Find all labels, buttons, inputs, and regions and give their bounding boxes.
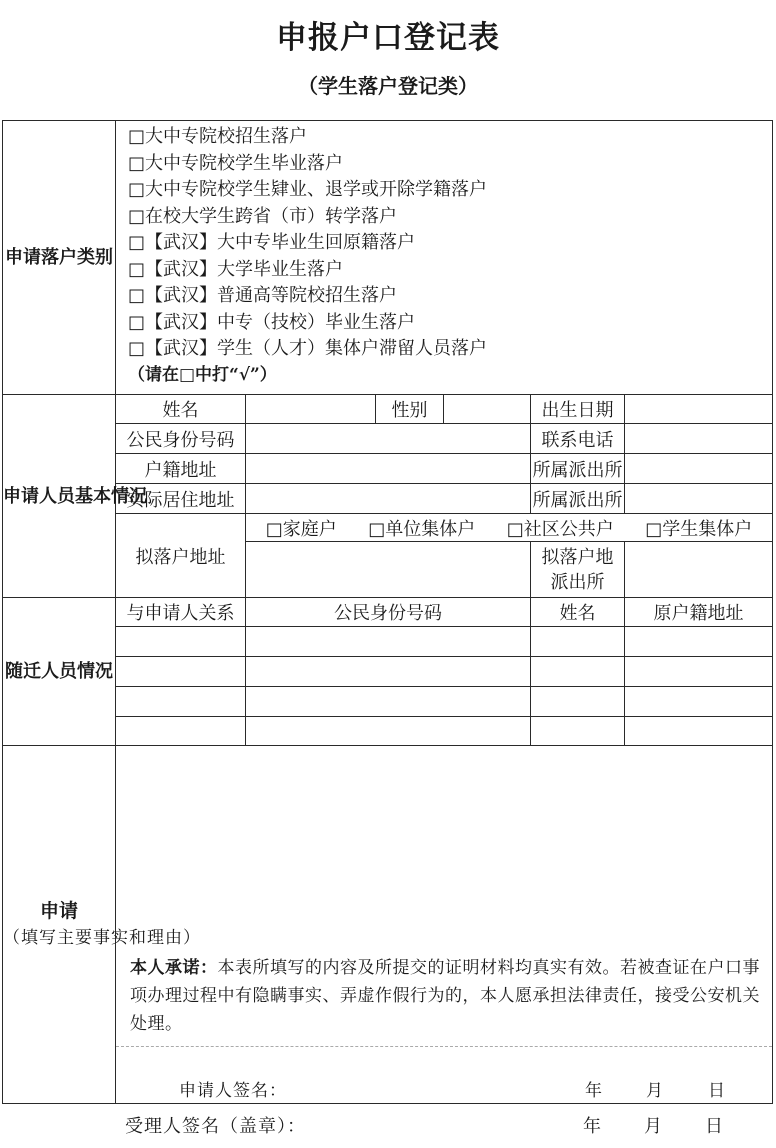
page-subtitle: （学生落户登记类） [298,74,478,98]
signature-year-label: 年 [585,1081,603,1101]
applicant-signature-label: 申请人签名： [179,1081,287,1101]
gender-field[interactable] [444,395,531,424]
basic-info-label: 申请人员基本情况 [3,395,116,598]
household-type-option[interactable]: □学生集体户 [645,518,753,540]
category-option[interactable]: □在校大学生跨省（市）转学落户 [128,205,398,227]
followers-header-id: 公民身份号码 [246,598,531,627]
category-option[interactable]: □大中专院校学生毕业落户 [128,152,344,174]
receiver-day-label: 日 [705,1116,724,1137]
residence-police-field[interactable] [625,484,773,514]
table-row [3,687,773,717]
hukou-address-label: 户籍地址 [116,454,246,484]
application-content-cell[interactable] [116,746,773,1104]
registration-form-table [2,120,773,1104]
birth-label: 出生日期 [531,395,625,424]
follower-id-field[interactable] [246,627,531,657]
phone-label: 联系电话 [531,424,625,454]
household-type-option[interactable]: □家庭户 [265,518,337,540]
planned-police-label-line1: 拟落户地 [541,546,614,568]
category-options-cell [116,121,773,395]
category-option[interactable]: □【武汉】学生（人才）集体户滞留人员落户 [128,338,488,359]
table-row [3,657,773,687]
category-option[interactable]: □大中专院校招生落户 [128,126,308,147]
follower-name-field[interactable] [531,657,625,687]
police-station-label: 所属派出所 [531,454,625,484]
category-option[interactable]: □大中专院校学生肄业、退学或开除学籍落户 [128,179,488,200]
receiver-year-label: 年 [583,1116,602,1137]
application-label-note: （填写主要事实和理由） [3,927,201,948]
follower-address-field[interactable] [625,627,773,657]
planned-police-label-line2: 派出所 [550,571,605,593]
promise-text: 本表所填写的内容及所提交的证明材料均真实有效。若被查证在户口事项办理过程中有隐瞒事实、弄虚作假行为的，本人愿承担法律责任，接受公安机关处理。 [130,958,760,1034]
table-row [3,717,773,746]
phone-field[interactable] [625,424,773,454]
follower-address-field[interactable] [625,657,773,687]
receiver-month-label: 月 [644,1116,663,1137]
signature-day-label: 日 [708,1081,726,1101]
follower-address-field[interactable] [625,687,773,717]
follower-relation-field[interactable] [116,657,246,687]
followers-header-name: 姓名 [531,598,625,627]
category-label: 申请落户类别 [3,121,116,395]
id-label: 公民身份号码 [116,424,246,454]
signature-divider [116,1046,772,1047]
planned-police-field[interactable] [625,542,773,598]
follower-relation-field[interactable] [116,687,246,717]
follower-name-field[interactable] [531,717,625,746]
category-option[interactable]: □【武汉】大中专毕业生回原籍落户 [128,232,416,253]
category-option[interactable]: □【武汉】大学毕业生落户 [128,258,344,280]
category-note: （请在□中打“√”） [128,364,277,385]
table-row [3,627,773,657]
followers-header-address: 原户籍地址 [625,598,773,627]
household-type-cell [246,514,773,542]
gender-label: 性别 [376,395,444,424]
residence-address-field[interactable] [246,484,531,514]
page-title: 申报户口登记表 [276,20,500,56]
residence-address-label: 实际居住地址 [116,484,246,514]
hukou-address-field[interactable] [246,454,531,484]
signature-month-label: 月 [646,1081,664,1101]
follower-id-field[interactable] [246,657,531,687]
followers-header-relation: 与申请人关系 [116,598,246,627]
follower-address-field[interactable] [625,717,773,746]
household-type-options [246,515,772,541]
planned-address-label: 拟落户地址 [116,514,246,598]
receiver-signature-label: 受理人签名（盖章）： [125,1116,306,1137]
follower-relation-field[interactable] [116,717,246,746]
follower-name-field[interactable] [531,687,625,717]
promise-label: 本人承诺： [130,958,218,978]
residence-police-label: 所属派出所 [531,484,625,514]
police-station-field[interactable] [625,454,773,484]
household-type-option[interactable]: □社区公共户 [506,518,614,540]
followers-label: 随迁人员情况 [3,598,116,746]
follower-relation-field[interactable] [116,627,246,657]
category-section [3,121,773,395]
planned-address-field[interactable] [246,542,531,598]
follower-id-field[interactable] [246,687,531,717]
id-field[interactable] [246,424,531,454]
follower-name-field[interactable] [531,627,625,657]
applicant-promise [130,954,762,1038]
birth-field[interactable] [625,395,773,424]
category-option[interactable]: □【武汉】普通高等院校招生落户 [128,285,398,306]
follower-id-field[interactable] [246,717,531,746]
name-label: 姓名 [116,395,246,424]
application-label-title: 申请 [39,899,78,922]
category-option[interactable]: □【武汉】中专（技校）毕业生落户 [128,311,416,333]
category-options [116,121,772,392]
planned-police-label [531,542,625,598]
name-field[interactable] [246,395,376,424]
household-type-option[interactable]: □单位集体户 [368,518,476,540]
